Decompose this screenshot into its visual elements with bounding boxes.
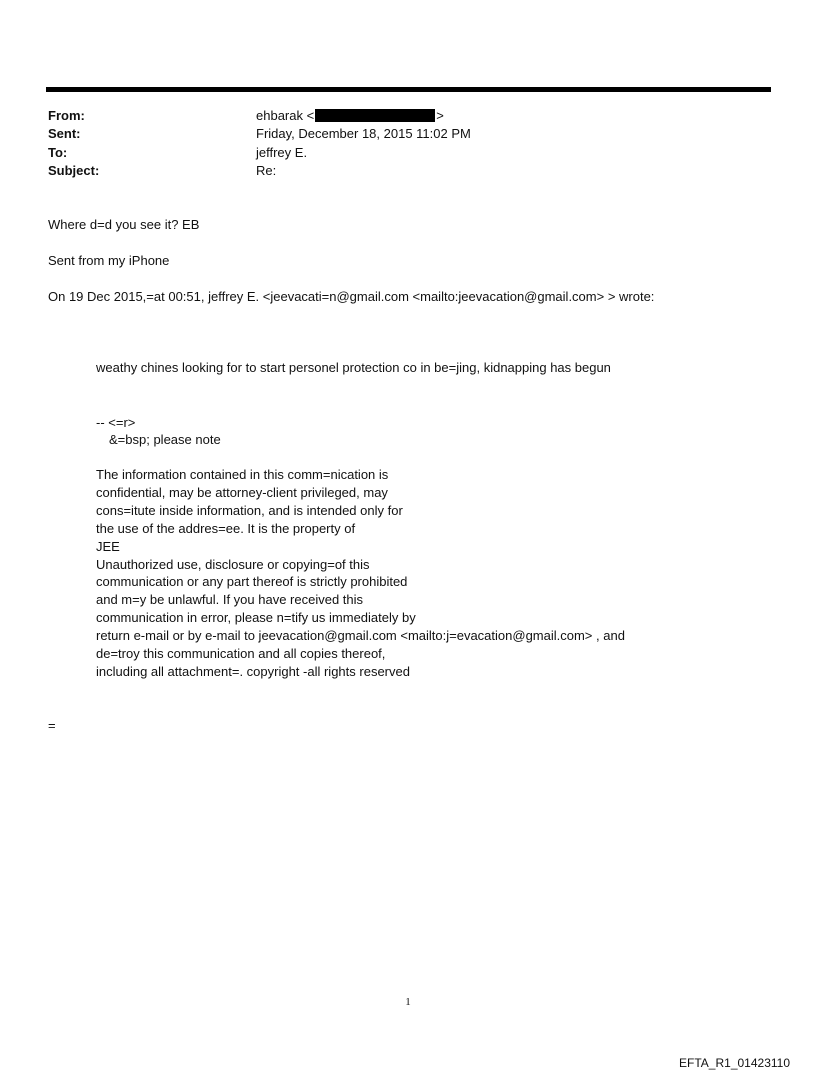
from-label: From:	[48, 108, 85, 123]
quoted-message: weathy chines looking for to start personel protection co in be=jing, kidnapping has begun	[96, 360, 611, 375]
disclaimer-line: communication or any part thereof is strictly prohibited	[96, 574, 408, 590]
confidentiality-disclaimer	[96, 466, 625, 681]
disclaimer-line: de=troy this communication and all copies thereof,	[96, 646, 386, 662]
signature-text: Sent from my iPhone	[48, 253, 170, 268]
to-label: To:	[48, 145, 68, 160]
disclaimer-line: confidential, may be attorney-client privileged, may	[96, 484, 388, 500]
header-divider	[46, 87, 771, 92]
disclaimer-line: communication in error, please n=tify us immediately by	[96, 610, 416, 626]
document-id: EFTA_R1_01423110	[679, 1056, 790, 1070]
signature-dash: -- <=r>	[96, 415, 136, 430]
subject-label: Subject:	[48, 163, 100, 178]
to-value: jeffrey E.	[256, 145, 308, 160]
trailing-mark: =	[48, 718, 56, 733]
from-value	[256, 107, 444, 125]
disclaimer-line: and m=y be unlawful. If you have received this	[96, 592, 364, 608]
sent-label: Sent:	[48, 126, 81, 141]
from-name: ehbarak <	[256, 108, 315, 123]
disclaimer-line: the use of the addres=ee. It is the property of	[96, 520, 356, 536]
from-close-bracket: >	[436, 108, 444, 123]
disclaimer-line: return e-mail or by e-mail to jeevacation@gmail.com <mailto:j=evacation@gmail.com> , and	[96, 628, 625, 644]
disclaimer-line: JEE	[96, 538, 120, 554]
disclaimer-line: Unauthorized use, disclosure or copying=of this	[96, 556, 370, 572]
disclaimer-line: The information contained in this comm=nication is	[96, 467, 389, 482]
quote-header: On 19 Dec 2015,=at 00:51, jeffrey E. <jeevacati=n@gmail.com <mailto:jeevacation@gmail.com> > wrote:	[48, 289, 655, 304]
disclaimer-line: including all attachment=. copyright -all rights reserved	[96, 663, 410, 679]
sent-value: Friday, December 18, 2015 11:02 PM	[256, 126, 471, 141]
subject-value: Re:	[256, 163, 277, 178]
redaction-block	[315, 109, 435, 122]
page-number: 1	[405, 996, 411, 1008]
signature-note: &=bsp; please note	[109, 432, 221, 447]
disclaimer-line: cons=itute inside information, and is intended only for	[96, 502, 403, 518]
reply-text: Where d=d you see it? EB	[48, 217, 200, 232]
